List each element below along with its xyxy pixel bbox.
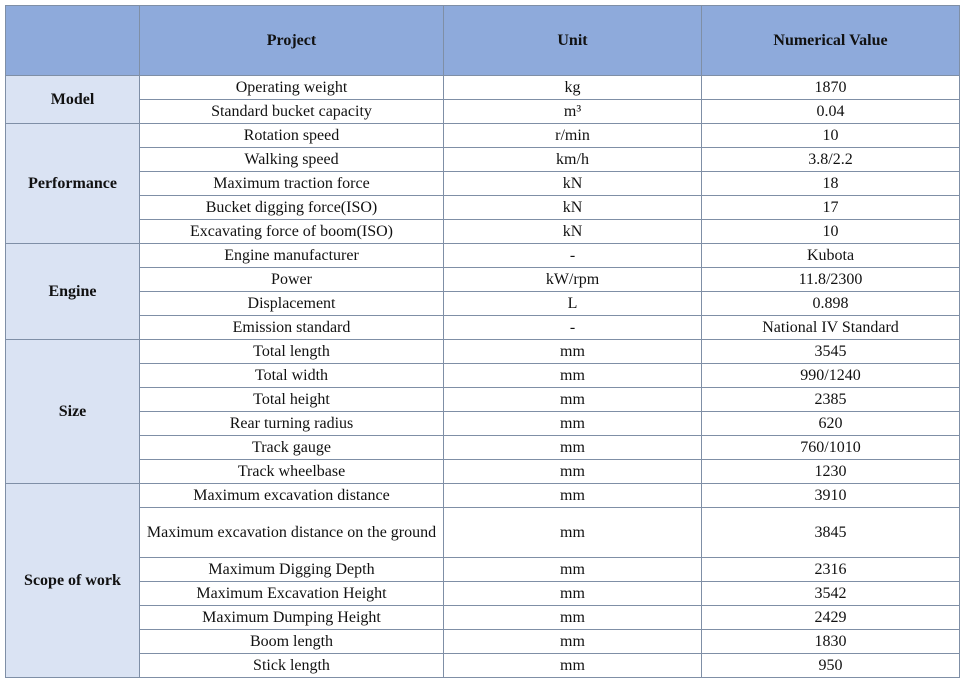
project-cell: Displacement [140,292,444,316]
value-cell: 17 [702,196,960,220]
unit-cell: kN [444,196,702,220]
value-cell: National IV Standard [702,316,960,340]
project-cell: Bucket digging force(ISO) [140,196,444,220]
table-row [6,630,960,654]
table-row [6,582,960,606]
table-row [6,196,960,220]
project-cell: Excavating force of boom(ISO) [140,220,444,244]
unit-cell: mm [444,364,702,388]
project-cell: Total height [140,388,444,412]
project-cell: Engine manufacturer [140,244,444,268]
unit-cell: mm [444,340,702,364]
unit-cell: - [444,244,702,268]
project-cell: Power [140,268,444,292]
table-row [6,654,960,678]
unit-cell: mm [444,508,702,558]
header-row [6,6,960,76]
value-cell: 620 [702,412,960,436]
table-row [6,220,960,244]
project-cell: Operating weight [140,76,444,100]
value-cell: 990/1240 [702,364,960,388]
project-cell: Total width [140,364,444,388]
project-cell: Maximum Dumping Height [140,606,444,630]
table-row [6,558,960,582]
unit-cell: kW/rpm [444,268,702,292]
value-cell: Kubota [702,244,960,268]
value-cell: 3910 [702,484,960,508]
table-row [6,412,960,436]
project-cell: Rear turning radius [140,412,444,436]
table-row [6,436,960,460]
category-cell: Performance [6,124,140,244]
table-row [6,148,960,172]
table-row [6,124,960,148]
unit-cell: kg [444,76,702,100]
table-row [6,268,960,292]
table-row [6,172,960,196]
unit-cell: mm [444,630,702,654]
project-cell: Standard bucket capacity [140,100,444,124]
value-cell: 18 [702,172,960,196]
table-row [6,508,960,558]
header-category [6,6,140,76]
value-cell: 3.8/2.2 [702,148,960,172]
table-row [6,606,960,630]
value-cell: 2429 [702,606,960,630]
value-cell: 2316 [702,558,960,582]
table-row [6,316,960,340]
project-cell: Maximum excavation distance [140,484,444,508]
project-cell: Stick length [140,654,444,678]
value-cell: 10 [702,220,960,244]
project-cell: Track gauge [140,436,444,460]
value-cell: 1870 [702,76,960,100]
unit-cell: kN [444,172,702,196]
header-unit: Unit [444,6,702,76]
category-cell: Scope of work [6,484,140,678]
spec-body [6,76,960,678]
table-row [6,460,960,484]
unit-cell: mm [444,412,702,436]
unit-cell: mm [444,558,702,582]
project-cell: Total length [140,340,444,364]
project-cell: Maximum Excavation Height [140,582,444,606]
value-cell: 3542 [702,582,960,606]
category-cell: Model [6,76,140,124]
unit-cell: r/min [444,124,702,148]
project-cell: Track wheelbase [140,460,444,484]
value-cell: 0.04 [702,100,960,124]
unit-cell: mm [444,606,702,630]
project-cell: Maximum traction force [140,172,444,196]
table-row [6,340,960,364]
unit-cell: kN [444,220,702,244]
project-cell: Boom length [140,630,444,654]
table-row [6,364,960,388]
project-cell: Maximum excavation distance on the ground [140,508,444,558]
value-cell: 10 [702,124,960,148]
unit-cell: km/h [444,148,702,172]
project-cell: Maximum Digging Depth [140,558,444,582]
unit-cell: m³ [444,100,702,124]
value-cell: 760/1010 [702,436,960,460]
table-row [6,292,960,316]
table-row [6,388,960,412]
unit-cell: mm [444,654,702,678]
unit-cell: - [444,316,702,340]
value-cell: 950 [702,654,960,678]
category-cell: Size [6,340,140,484]
unit-cell: mm [444,484,702,508]
unit-cell: mm [444,460,702,484]
project-cell: Emission standard [140,316,444,340]
table-row [6,484,960,508]
header-project: Project [140,6,444,76]
unit-cell: L [444,292,702,316]
value-cell: 11.8/2300 [702,268,960,292]
table-row [6,244,960,268]
spec-table [5,5,960,678]
value-cell: 3845 [702,508,960,558]
value-cell: 2385 [702,388,960,412]
unit-cell: mm [444,436,702,460]
unit-cell: mm [444,582,702,606]
table-row [6,100,960,124]
unit-cell: mm [444,388,702,412]
value-cell: 0.898 [702,292,960,316]
table-row [6,76,960,100]
value-cell: 1230 [702,460,960,484]
header-value: Numerical Value [702,6,960,76]
value-cell: 3545 [702,340,960,364]
project-cell: Rotation speed [140,124,444,148]
category-cell: Engine [6,244,140,340]
value-cell: 1830 [702,630,960,654]
project-cell: Walking speed [140,148,444,172]
